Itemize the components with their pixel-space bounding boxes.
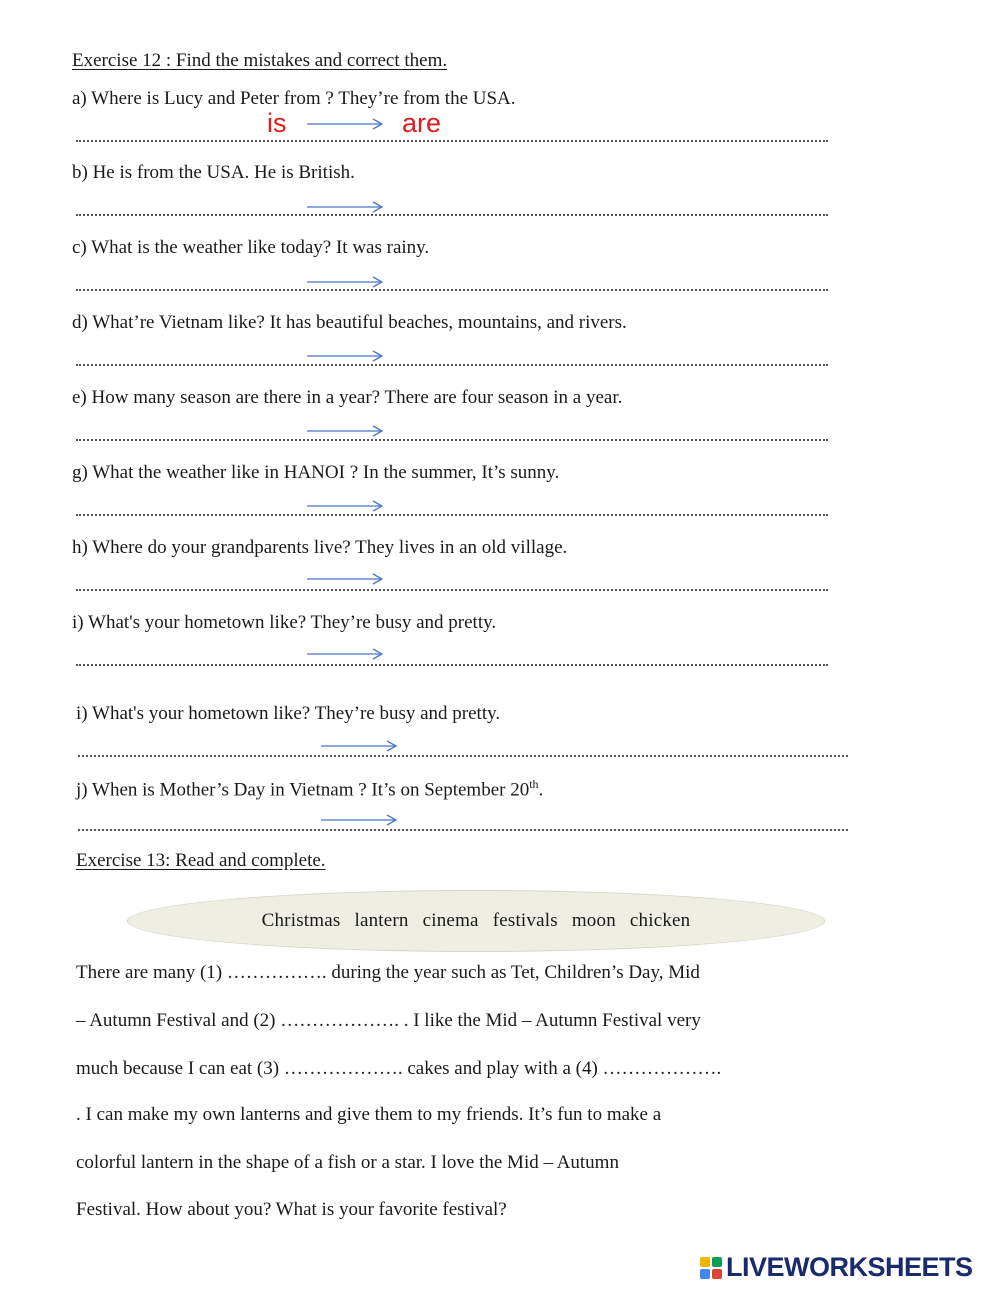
paragraph-line: much because I can eat (3) ………………. cakes and play with a (4) ………………. (76, 1058, 722, 1079)
question-c: c) What is the weather like today? It was rainy. (72, 237, 430, 258)
question-d: d) What’re Vietnam like? It has beautiful beaches, mountains, and rivers. (72, 312, 627, 333)
answer-line[interactable] (78, 829, 848, 831)
answer-line[interactable] (76, 664, 828, 666)
word-bank (127, 890, 825, 952)
question-g: g) What the weather like in HANOI ? In the summer, It’s sunny. (72, 462, 560, 483)
arrow-right-icon (307, 499, 385, 513)
ordinal-suffix: th (529, 777, 539, 791)
arrow-right-icon (321, 739, 399, 753)
arrow-right-icon (307, 349, 385, 363)
question-j (76, 777, 543, 801)
answer-line[interactable] (76, 364, 828, 366)
question-j-tail: . (538, 779, 544, 801)
arrow-right-icon (307, 200, 385, 214)
question-j-text: j) When is Mother’s Day in Vietnam ? It’s on September 20 (76, 779, 530, 801)
word-bank-item[interactable]: chicken (629, 910, 691, 931)
arrow-right-icon (307, 647, 385, 661)
question-a: a) Where is Lucy and Peter from ? They’re from the USA. (72, 88, 516, 109)
arrow-right-icon (321, 813, 399, 827)
answer-line[interactable] (76, 214, 828, 216)
word-bank-item[interactable]: festivals (492, 910, 558, 931)
question-i-repeat: i) What's your hometown like? They’re busy and pretty. (76, 703, 501, 724)
paragraph-line: There are many (1) ……………. during the year such as Tet, Children’s Day, Mid (76, 962, 700, 983)
arrow-right-icon (307, 572, 385, 586)
arrow-right-icon (307, 424, 385, 438)
paragraph-line: colorful lantern in the shape of a fish or a star. I love the Mid – Autumn (76, 1152, 619, 1173)
paragraph-line: . I can make my own lanterns and give them to my friends. It’s fun to make a (76, 1104, 662, 1125)
word-bank-item[interactable]: lantern (354, 910, 409, 931)
paragraph-line: – Autumn Festival and (2) ………………. . I like the Mid – Autumn Festival very (76, 1010, 701, 1031)
logo-icon (700, 1257, 722, 1279)
exercise-13-title: Exercise 13: Read and complete. (76, 850, 326, 871)
answer-wrong-word: is (267, 108, 287, 138)
word-bank-item[interactable]: cinema (422, 910, 479, 931)
answer-line[interactable] (76, 514, 828, 516)
question-h: h) Where do your grandparents live? They lives in an old village. (72, 537, 568, 558)
answer-line[interactable] (76, 140, 828, 142)
question-i: i) What's your hometown like? They’re busy and pretty. (72, 612, 497, 633)
word-bank-item[interactable]: Christmas (261, 910, 341, 931)
question-b: b) He is from the USA. He is British. (72, 162, 355, 183)
exercise-12-title: Exercise 12 : Find the mistakes and correct them. (72, 50, 448, 71)
question-e: e) How many season are there in a year? There are four season in a year. (72, 387, 623, 408)
answer-line[interactable] (78, 755, 848, 757)
arrow-right-icon (307, 117, 385, 131)
word-bank-item[interactable]: moon (571, 910, 616, 931)
answer-line[interactable] (76, 589, 828, 591)
answer-line[interactable] (76, 439, 828, 441)
answer-correct-word: are (402, 108, 442, 138)
arrow-right-icon (307, 275, 385, 289)
liveworksheets-logo (700, 1254, 973, 1281)
paragraph-line: Festival. How about you? What is your favorite festival? (76, 1199, 507, 1220)
logo-text: LIVEWORKSHEETS (726, 1252, 973, 1282)
answer-line[interactable] (76, 289, 828, 291)
